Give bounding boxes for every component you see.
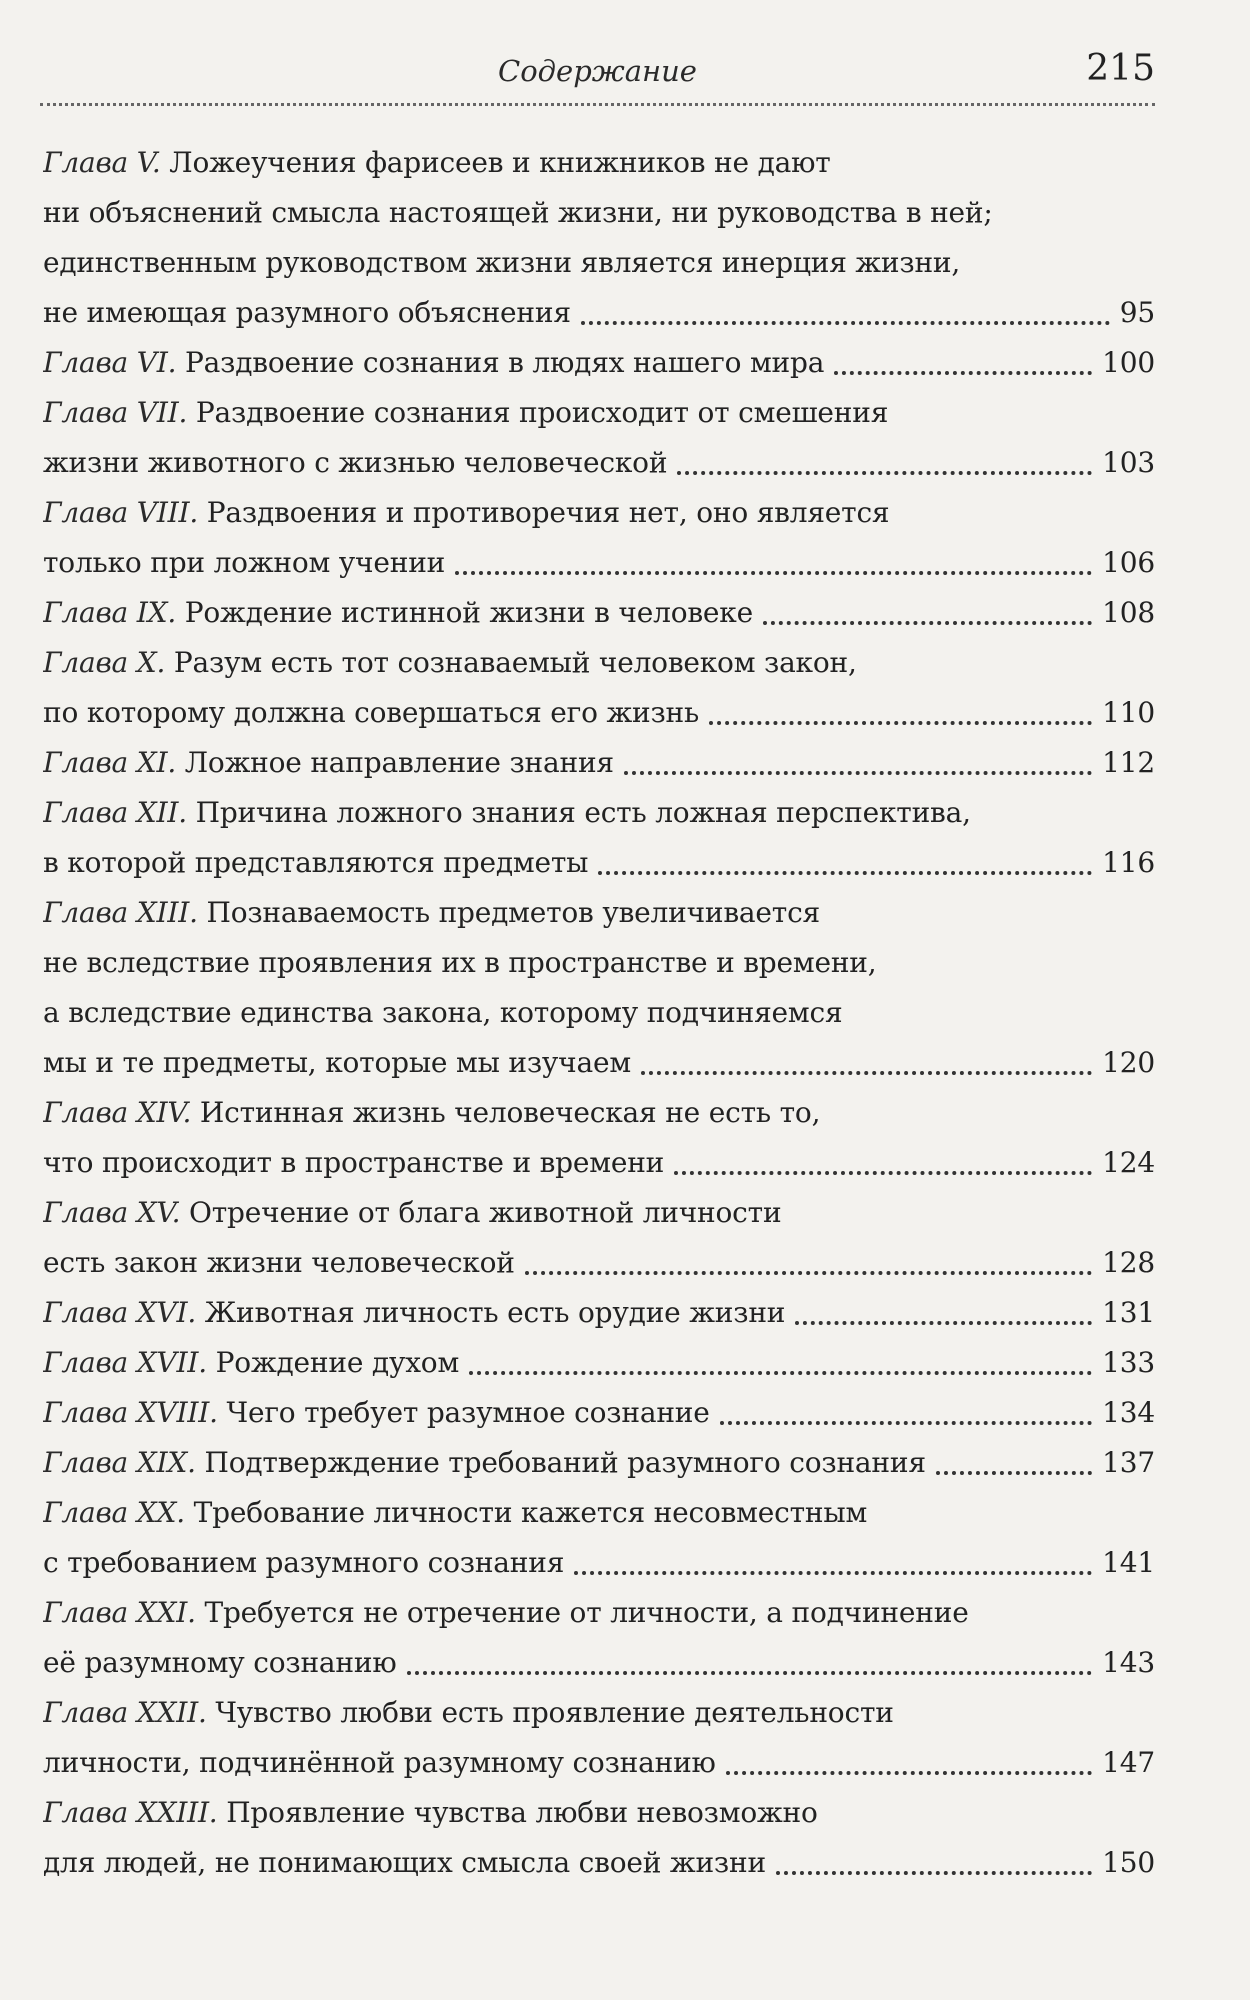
page-reference: 124	[1102, 1146, 1155, 1179]
dot-leader	[455, 571, 1092, 575]
chapter-title-text: Раздвоение сознания в людях нашего мира	[185, 346, 825, 379]
toc-entry-text	[43, 1338, 459, 1388]
chapter-title-text: не имеющая разумного объяснения	[43, 296, 571, 329]
chapter-label: Глава XI.	[43, 746, 177, 779]
page-reference: 100	[1102, 346, 1155, 379]
table-of-contents	[43, 138, 1155, 1888]
toc-entry-text	[43, 1638, 397, 1688]
toc-entry	[43, 138, 1155, 338]
page-reference: 143	[1102, 1646, 1155, 1679]
toc-entry-line	[43, 1088, 1155, 1138]
chapter-title-text: Проявление чувства любви невозможно	[226, 1796, 818, 1829]
toc-entry	[43, 1788, 1155, 1888]
dot-leader	[624, 771, 1092, 775]
chapter-label: Глава XVII.	[43, 1346, 207, 1379]
chapter-label: Глава XVI.	[43, 1296, 197, 1329]
toc-entry-text	[43, 1138, 664, 1188]
running-title: Содержание	[498, 54, 697, 88]
toc-entry	[43, 388, 1155, 488]
page-reference: 150	[1102, 1846, 1155, 1879]
toc-entry-line	[43, 1288, 1155, 1338]
toc-entry-line	[43, 1438, 1155, 1488]
toc-entry-text	[43, 588, 753, 638]
chapter-label: Глава IX.	[43, 596, 177, 629]
toc-entry-line	[43, 588, 1155, 638]
toc-entry	[43, 488, 1155, 588]
toc-entry-text	[43, 288, 571, 338]
chapter-label: Глава XII.	[43, 796, 187, 829]
page-reference: 131	[1102, 1296, 1155, 1329]
page-reference: 110	[1102, 696, 1155, 729]
toc-entry-line	[43, 788, 1155, 838]
page-reference: 108	[1102, 596, 1155, 629]
toc-entry-text	[43, 1388, 710, 1438]
chapter-title-text: Требование личности кажется несовместным	[193, 1496, 868, 1529]
dot-leader	[763, 621, 1092, 625]
toc-entry-line	[43, 838, 1155, 888]
page-reference: 116	[1102, 846, 1155, 879]
chapter-title-text: Отречение от блага животной личности	[189, 1196, 782, 1229]
dot-leader	[677, 471, 1092, 475]
toc-entry	[43, 1438, 1155, 1488]
toc-entry-text	[43, 838, 588, 888]
toc-entry-line	[43, 938, 1155, 988]
page-reference: 103	[1102, 446, 1155, 479]
toc-entry-line	[43, 1488, 1155, 1538]
toc-entry	[43, 1688, 1155, 1788]
page-reference: 147	[1102, 1746, 1155, 1779]
toc-entry-text	[43, 338, 824, 388]
page-reference: 95	[1119, 296, 1155, 329]
chapter-title-text: в которой представляются предметы	[43, 846, 589, 879]
chapter-label: Глава X.	[43, 646, 166, 679]
toc-entry	[43, 1338, 1155, 1388]
toc-entry	[43, 788, 1155, 888]
chapter-title-text: по которому должна совершаться его жизнь	[43, 696, 700, 729]
toc-entry-line	[43, 538, 1155, 588]
chapter-title-text: Чувство любви есть проявление деятельности	[215, 1696, 894, 1729]
toc-entry	[43, 1088, 1155, 1188]
toc-entry-text	[43, 538, 445, 588]
dot-leader	[776, 1871, 1092, 1875]
toc-entry-line	[43, 688, 1155, 738]
toc-entry-line	[43, 1338, 1155, 1388]
chapter-title-text: Рождение истинной жизни в человеке	[184, 596, 753, 629]
toc-entry-line	[43, 1388, 1155, 1438]
toc-entry-line	[43, 138, 1155, 188]
chapter-title-text: Раздвоения и противоречия нет, оно является	[206, 496, 890, 529]
page-reference: 133	[1102, 1346, 1155, 1379]
chapter-title-text: ни объяснений смысла настоящей жизни, ни руководства в ней;	[43, 196, 993, 229]
chapter-label: Глава XIII.	[43, 896, 198, 929]
toc-entry-line	[43, 1138, 1155, 1188]
toc-entry	[43, 738, 1155, 788]
chapter-title-text: единственным руководством жизни является инерция жизни,	[43, 246, 961, 279]
page-reference: 128	[1102, 1246, 1155, 1279]
dot-leader	[574, 1571, 1092, 1575]
dot-leader	[598, 871, 1092, 875]
toc-entry-line	[43, 1538, 1155, 1588]
toc-entry	[43, 1188, 1155, 1288]
toc-entry-line	[43, 1638, 1155, 1688]
chapter-title-text: Раздвоение сознания происходит от смешения	[195, 396, 889, 429]
chapter-title-text: Истинная жизнь человеческая не есть то,	[199, 1096, 821, 1129]
chapter-label: Глава XXIII.	[43, 1796, 218, 1829]
chapter-title-text: для людей, не понимающих смысла своей жизни	[43, 1846, 766, 1879]
page-reference: 134	[1102, 1396, 1155, 1429]
dot-leader	[674, 1171, 1092, 1175]
page-reference: 106	[1102, 546, 1155, 579]
page-reference: 141	[1102, 1546, 1155, 1579]
chapter-title-text: личности, подчинённой разумному сознанию	[43, 1746, 716, 1779]
toc-entry-line	[43, 488, 1155, 538]
chapter-title-text: Требуется не отречение от личности, а подчинение	[204, 1596, 969, 1629]
chapter-title-text: Ложное направление знания	[184, 746, 614, 779]
page-number: 215	[1086, 48, 1155, 89]
dot-leader	[720, 1421, 1093, 1425]
dot-leader	[407, 1671, 1093, 1675]
toc-entry-line	[43, 888, 1155, 938]
toc-entry-text	[43, 1838, 766, 1888]
chapter-label: Глава XVIII.	[43, 1396, 218, 1429]
toc-entry-line	[43, 1688, 1155, 1738]
chapter-label: Глава V.	[43, 146, 161, 179]
toc-entry-text	[43, 1288, 785, 1338]
chapter-label: Глава XV.	[43, 1196, 181, 1229]
chapter-label: Глава XX.	[43, 1496, 185, 1529]
chapter-label: Глава VI.	[43, 346, 177, 379]
chapter-title-text: мы и те предметы, которые мы изучаем	[43, 1046, 631, 1079]
chapter-label: Глава VII.	[43, 396, 188, 429]
chapter-title-text: Ложеучения фарисеев и книжников не дают	[169, 146, 831, 179]
toc-entry	[43, 638, 1155, 738]
toc-entry-line	[43, 988, 1155, 1038]
toc-entry-line	[43, 188, 1155, 238]
chapter-title-text: Животная личность есть орудие жизни	[204, 1296, 786, 1329]
chapter-label: Глава XIX.	[43, 1446, 196, 1479]
toc-entry	[43, 1588, 1155, 1688]
toc-entry-line	[43, 388, 1155, 438]
toc-entry-text	[43, 1238, 515, 1288]
page-header	[40, 48, 1155, 102]
chapter-title-text: а вследствие единства закона, которому подчиняемся	[43, 996, 843, 1029]
toc-entry-line	[43, 1838, 1155, 1888]
chapter-title-text: с требованием разумного сознания	[43, 1546, 565, 1579]
toc-entry-text	[43, 1538, 564, 1588]
toc-entry-line	[43, 1738, 1155, 1788]
chapter-title-text: Разум есть тот сознаваемый человеком закон,	[173, 646, 857, 679]
toc-entry-line	[43, 1238, 1155, 1288]
toc-entry-line	[43, 1188, 1155, 1238]
toc-entry-line	[43, 1588, 1155, 1638]
toc-entry-text	[43, 1438, 926, 1488]
chapter-title-text: Чего требует разумное сознание	[226, 1396, 710, 1429]
chapter-label: Глава VIII.	[43, 496, 199, 529]
chapter-label: Глава XXII.	[43, 1696, 207, 1729]
chapter-title-text: Подтверждение требований разумного сознания	[204, 1446, 926, 1479]
chapter-title-text: Познаваемость предметов увеличивается	[206, 896, 821, 929]
dot-leader	[709, 721, 1092, 725]
toc-entry	[43, 1288, 1155, 1338]
toc-entry	[43, 338, 1155, 388]
toc-entry-line	[43, 238, 1155, 288]
toc-entry-text	[43, 438, 667, 488]
chapter-title-text: только при ложном учении	[43, 546, 446, 579]
dot-leader	[581, 321, 1110, 325]
toc-entry-line	[43, 438, 1155, 488]
toc-entry-line	[43, 338, 1155, 388]
chapter-title-text: есть закон жизни человеческой	[43, 1246, 515, 1279]
chapter-title-text: Рождение духом	[215, 1346, 460, 1379]
chapter-label: Глава XIV.	[43, 1096, 192, 1129]
toc-entry	[43, 1488, 1155, 1588]
dot-leader	[469, 1371, 1092, 1375]
chapter-label: Глава XXI.	[43, 1596, 196, 1629]
toc-entry	[43, 588, 1155, 638]
toc-entry	[43, 888, 1155, 1088]
toc-entry-line	[43, 738, 1155, 788]
chapter-title-text: что происходит в пространстве и времени	[43, 1146, 665, 1179]
chapter-title-text: её разумному сознанию	[43, 1646, 397, 1679]
page-reference: 137	[1102, 1446, 1155, 1479]
toc-entry-line	[43, 638, 1155, 688]
toc-entry-line	[43, 288, 1155, 338]
dot-leader	[641, 1071, 1092, 1075]
dot-leader	[795, 1321, 1092, 1325]
dot-leader	[936, 1471, 1092, 1475]
toc-entry-text	[43, 1038, 631, 1088]
dot-leader	[834, 371, 1092, 375]
toc-entry-text	[43, 688, 699, 738]
page-reference: 120	[1102, 1046, 1155, 1079]
dot-leader	[525, 1271, 1092, 1275]
dot-leader	[726, 1771, 1092, 1775]
chapter-title-text: жизни животного с жизнью человеческой	[43, 446, 668, 479]
toc-entry-line	[43, 1038, 1155, 1088]
header-divider	[40, 103, 1155, 106]
chapter-title-text: Причина ложного знания есть ложная перспектива,	[195, 796, 971, 829]
page-reference: 112	[1102, 746, 1155, 779]
toc-entry-text	[43, 738, 614, 788]
chapter-title-text: не вследствие проявления их в пространстве и времени,	[43, 946, 877, 979]
toc-entry-text	[43, 1738, 716, 1788]
toc-entry	[43, 1388, 1155, 1438]
toc-entry-line	[43, 1788, 1155, 1838]
